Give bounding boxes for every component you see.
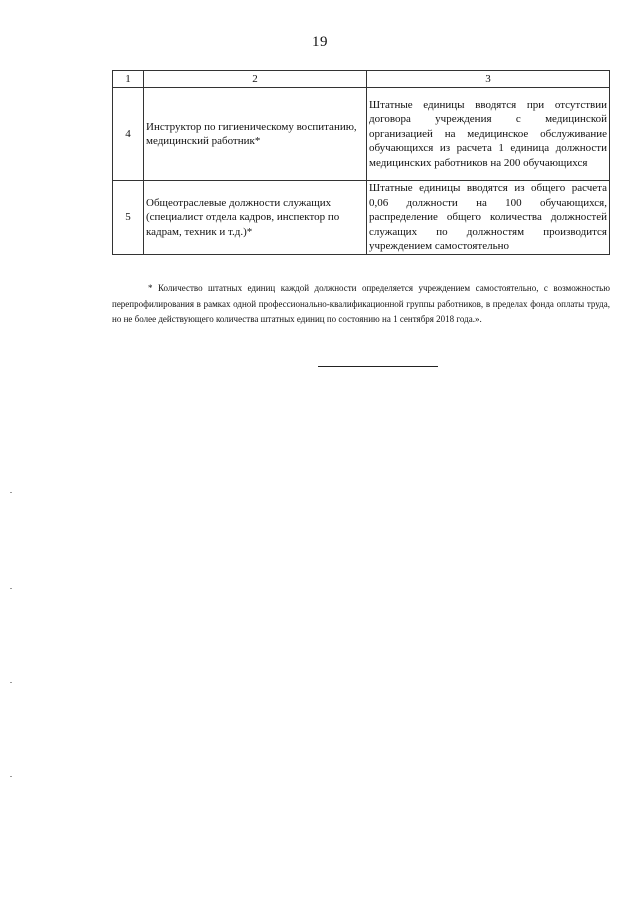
margin-mark [10, 588, 12, 589]
position-title: Инструктор по гигиеническому воспитанию, медицинский работник* [144, 88, 367, 181]
staffing-note: Штатные единицы вводятся из общего расчета 0,06 должности на 100 обучающихся, распределение общего количества должностей служащих по должностям производится учреждением самостоятельно [367, 181, 610, 255]
position-title: Общеотраслевые должности служащих (специалист отдела кадров, инспектор по кадрам, техник и т.д.)* [144, 181, 367, 255]
footnote-text: * Количество штатных единиц каждой должности определяется учреждением самостоятельно, с возможностью перепрофилирования в рамках одной профессионально-квалификационной группы работников, в пределах фонда оплаты труда, но не более действующего количества штатных единиц по состоянию на 1 сентября 2018 года.». [112, 283, 610, 324]
margin-mark [10, 492, 12, 493]
staffing-table [112, 70, 610, 255]
closing-rule [318, 366, 438, 367]
header-col-2: 2 [144, 71, 367, 88]
header-col-1: 1 [113, 71, 144, 88]
table-row [113, 181, 610, 255]
margin-mark [10, 682, 12, 683]
header-col-3: 3 [367, 71, 610, 88]
margin-mark [10, 776, 12, 777]
row-number: 5 [113, 181, 144, 255]
table-header-row [113, 71, 610, 88]
page-number: 19 [312, 34, 328, 50]
row-number: 4 [113, 88, 144, 181]
table-row [113, 88, 610, 181]
staffing-note: Штатные единицы вводятся при отсутствии договора учреждения с медицинской организацией на медицинское обслуживание обучающихся из расчета 1 единица должности медицинских работников на 200 обучающихся [367, 88, 610, 181]
footnote [112, 281, 610, 328]
